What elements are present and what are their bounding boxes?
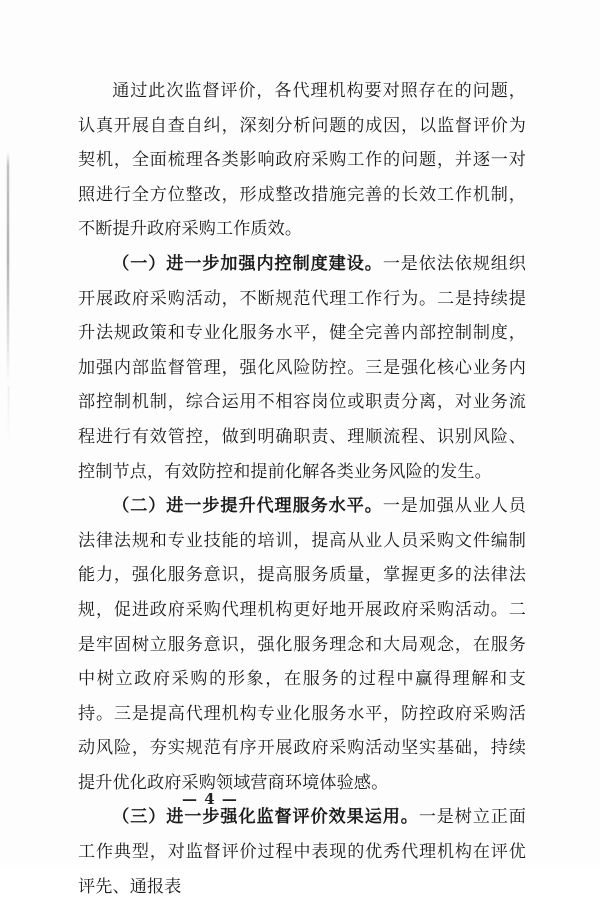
page-number-label: — 4 — (182, 790, 238, 808)
paragraph-section-two (78, 489, 526, 800)
paragraph-text-p2: 一是依法依规组织开展政府采购活动，不断规范代理工作行为。二是持续提升法规政策和专业化服务水平，健全完善内部控制制度，加强内部监督管理，强化风险防控。三是强化核心业务内部控制机制，综合运用不相容岗位或职责分离，对业务流程进行有效管控，做到明确职责、理顺流程、识别风险、控制节点，有效防控和提前化解各类业务风险的发生。 (78, 253, 526, 482)
paragraph-heading-p2: （一）进一步加强内控制度建设。 (112, 253, 383, 274)
scan-artifact-streak (7, 152, 9, 384)
scan-artifact-streak-secondary (8, 386, 9, 446)
page-footer (0, 790, 600, 808)
paragraph-heading-p4: （三）进一步强化监督评价效果运用。 (112, 807, 419, 828)
paragraph-section-three (78, 800, 526, 904)
document-body (78, 74, 526, 904)
paragraph-intro (78, 74, 526, 247)
paragraph-heading-p3: （二）进一步提升代理服务水平。 (112, 496, 383, 517)
paragraph-text-p4: 一是树立正面工作典型，对监督评价过程中表现的优秀代理机构在评优评先、通报表 (78, 807, 526, 897)
paragraph-text-p3: 一是加强从业人员法律法规和专业技能的培训，提高从业人员采购文件编制能力，强化服务意识，提高服务质量，掌握更多的法律法规，促进政府采购代理机构更好地开展政府采购活动。二是牢固树立服务意识，强化服务理念和大局观念，在服务中树立政府采购的形象，在服务的过程中赢得理解和支持。三是提高代理机构专业化服务水平，防控政府采购活动风险，夯实规范有序开展政府采购活动坚实基础，持续提升优化政府采购领域营商环境体验感。 (78, 496, 526, 793)
paragraph-section-one (78, 247, 526, 489)
paragraph-text-p1: 通过此次监督评价，各代理机构要对照存在的问题，认真开展自查自纠，深刻分析问题的成因，以监督评价为契机，全面梳理各类影响政府采购工作的问题，并逐一对照进行全方位整改，形成整改措施完善的长效工作机制，不断提升政府采购工作质效。 (78, 81, 526, 240)
